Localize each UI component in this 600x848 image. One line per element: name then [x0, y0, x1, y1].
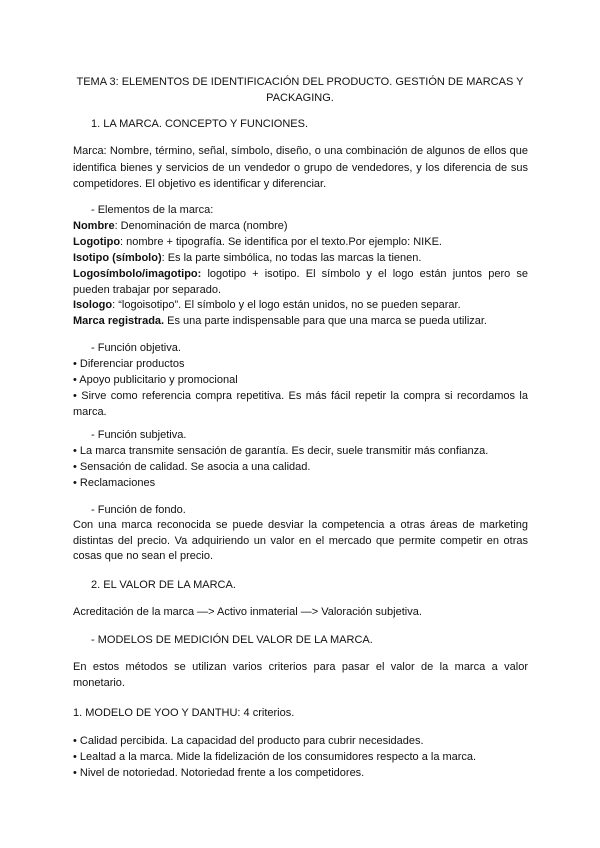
elemento-logosimbolo: Logosímbolo/imagotipo: logotipo + isotipo. El símbolo y el logo están juntos pero se pueden trabajar por separado.: [73, 268, 528, 296]
modelos-heading: - MODELOS DE MEDICIÓN DEL VALOR DE LA MARCA.: [91, 634, 373, 646]
list-item: • Nivel de notoriedad. Notoriedad frente a los competidores.: [73, 767, 365, 779]
valor-chain: Acreditación de la marca —> Activo inmaterial —> Valoración subjetiva.: [73, 606, 422, 618]
elementos-heading: - Elementos de la marca:: [91, 204, 214, 216]
list-item: • Apoyo publicitario y promocional: [73, 374, 238, 386]
funcion-subjetiva-heading: - Función subjetiva.: [91, 429, 187, 441]
funcion-fondo-text: Con una marca reconocida se puede desviar la competencia a otras áreas de marketing distintas del precio. Va adquiriendo un valor en el mercado que permite competir en otras cosas que no sean el precio.: [73, 519, 528, 562]
elemento-nombre: Nombre: Denominación de marca (nombre): [73, 220, 288, 232]
list-item: • Lealtad a la marca. Mide la fidelización de los consumidores respecto a la marca.: [73, 751, 477, 763]
elemento-isologo: Isologo: “logoisotipo”. El símbolo y el logo están unidos, no se pueden separar.: [73, 299, 461, 311]
elemento-logotipo: Logotipo: nombre + tipografía. Se identifica por el texto.Por ejemplo: NIKE.: [73, 236, 442, 248]
list-item: • Diferenciar productos: [73, 358, 185, 370]
elemento-isotipo: Isotipo (símbolo): Es la parte simbólica, no todas las marcas la tienen.: [73, 252, 422, 264]
page-title: TEMA 3: ELEMENTOS DE IDENTIFICACIÓN DEL PRODUCTO. GESTIÓN DE MARCAS Y PACKAGING.: [76, 76, 524, 104]
section-2-heading: 2. EL VALOR DE LA MARCA.: [91, 579, 236, 591]
list-item: • Sirve como referencia compra repetitiva. Es más fácil repetir la compra si recordamos la marca.: [73, 390, 528, 418]
list-item: • Reclamaciones: [73, 477, 156, 489]
section-1-heading: 1. LA MARCA. CONCEPTO Y FUNCIONES.: [91, 118, 308, 130]
modelos-text: En estos métodos se utilizan varios criterios para pasar el valor de la marca a valor monetario.: [73, 661, 528, 689]
yoo-heading: 1. MODELO DE YOO Y DANTHU: 4 criterios.: [73, 707, 295, 719]
marca-definition: Marca: Nombre, término, señal, símbolo, diseño, o una combinación de algunos de ellos que identifica bienes y servicios de un vendedor o grupo de vendedores, y los diferencia de sus competidores. El objetivo es identificar y diferenciar.: [73, 145, 528, 190]
elemento-marca-registrada: Marca registrada. Es una parte indispensable para que una marca se pueda utilizar.: [73, 315, 487, 327]
list-item: • Sensación de calidad. Se asocia a una calidad.: [73, 461, 311, 473]
list-item: • Calidad percibida. La capacidad del producto para cubrir necesidades.: [73, 735, 424, 747]
funcion-objetiva-heading: - Función objetiva.: [91, 342, 181, 354]
funcion-fondo-heading: - Función de fondo.: [91, 504, 186, 516]
list-item: • La marca transmite sensación de garantía. Es decir, suele transmitir más confianza.: [73, 445, 489, 457]
